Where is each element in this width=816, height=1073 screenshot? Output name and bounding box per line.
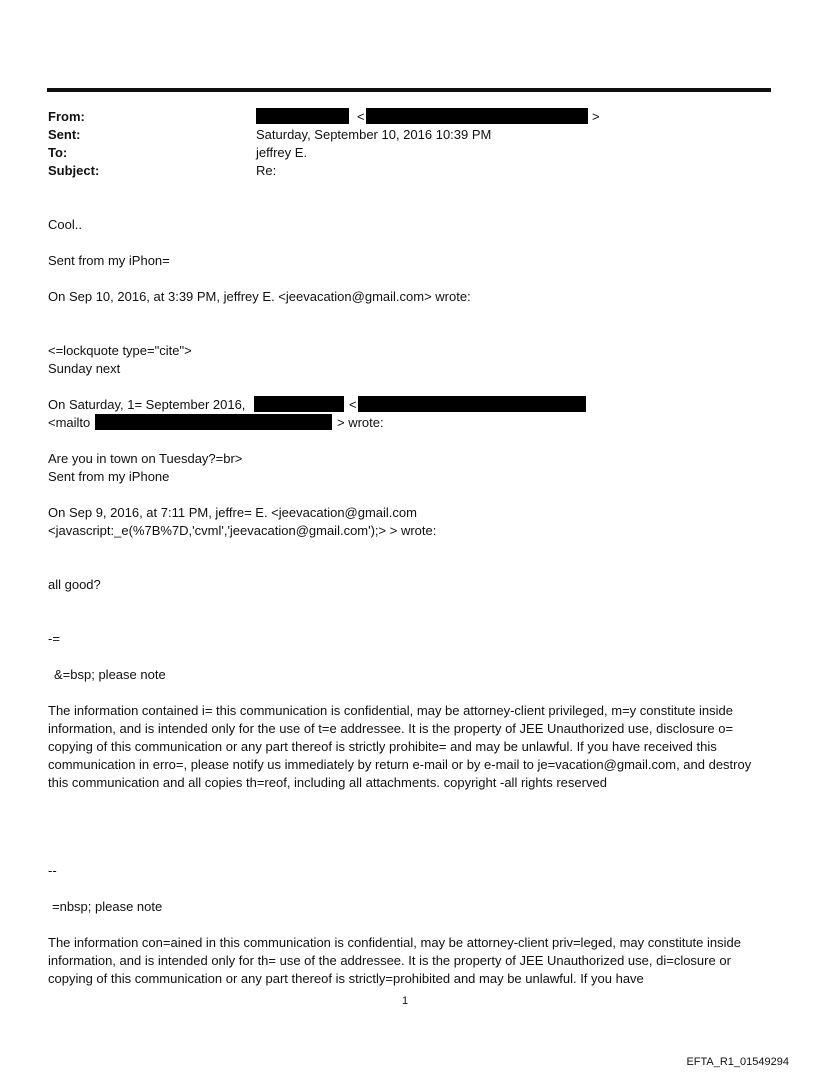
body-line: On Sep 10, 2016, at 3:39 PM, jeffrey E. <jeevacation@gmail.com> wrote: [48, 289, 471, 304]
to-value: jeffrey E. [256, 145, 308, 160]
body-line: > wrote: [337, 415, 384, 430]
body-line: =nbsp; please note [52, 899, 163, 914]
subject-value: Re: [256, 163, 277, 178]
subject-label: Subject: [48, 163, 100, 178]
bates-stamp: EFTA_R1_01549294 [686, 1056, 789, 1068]
sent-label: Sent: [48, 127, 81, 142]
to-label: To: [48, 145, 68, 160]
body-line: <=lockquote type="cite"> [48, 343, 192, 358]
body-line: all good? [48, 577, 101, 592]
sent-value: Saturday, September 10, 2016 10:39 PM [256, 127, 492, 142]
body-line: On Sep 9, 2016, at 7:11 PM, jeffre= E. <jeevacation@gmail.com [48, 505, 417, 520]
body-line: On Saturday, 1= September 2016, [48, 397, 246, 412]
redaction-box [95, 414, 332, 430]
disclaimer-paragraph: The information contained i= this communication is confidential, may be attorney-client privileged, m=y constitute inside information, and is intended only for the use of t=e addressee. It is the property of JEE Unauthorized use, disclosure o= copying of this communication or any part thereof is strictly prohibite= and may be unlawful. If you have received this communication in erro=, please notify us immediately by return e-mail or by e-mail to je=vacation@gmail.com, and destroy this communication and all copies th=reof, including all attachments. copyright -all rights reserved [48, 703, 752, 790]
redaction-box [366, 108, 588, 124]
top-rule [47, 88, 771, 92]
body-line: Sent from my iPhone [48, 469, 170, 484]
from-open-bracket: < [357, 109, 365, 124]
body-line: -= [48, 631, 60, 646]
body-line: <javascript:_e(%7B%7D,'cvml','jeevacation@gmail.com');> > wrote: [48, 523, 437, 538]
from-label: From: [48, 109, 85, 124]
body-line: <mailto [48, 415, 91, 430]
body-line: -- [48, 863, 57, 878]
from-close-bracket: > [592, 109, 600, 124]
redaction-box [254, 396, 344, 412]
page-number: 1 [402, 995, 409, 1007]
body-line: &=bsp; please note [54, 667, 166, 682]
redaction-box [256, 108, 349, 124]
body-line: Are you in town on Tuesday?=br> [48, 451, 243, 466]
body-line: < [349, 397, 357, 412]
body-line: Cool.. [48, 217, 82, 232]
redaction-box [358, 396, 586, 412]
disclaimer-paragraph: The information con=ained in this communication is confidential, may be attorney-client priv=leged, may constitute inside information, and is intended only for th= use of the addressee. It is the property of JEE Unauthorized use, di=closure or copying of this communication or any part thereof is strictly=prohibited and may be unlawful. If you have [48, 935, 741, 986]
body-line: Sent from my iPhon= [48, 253, 170, 268]
body-line: Sunday next [48, 361, 121, 376]
